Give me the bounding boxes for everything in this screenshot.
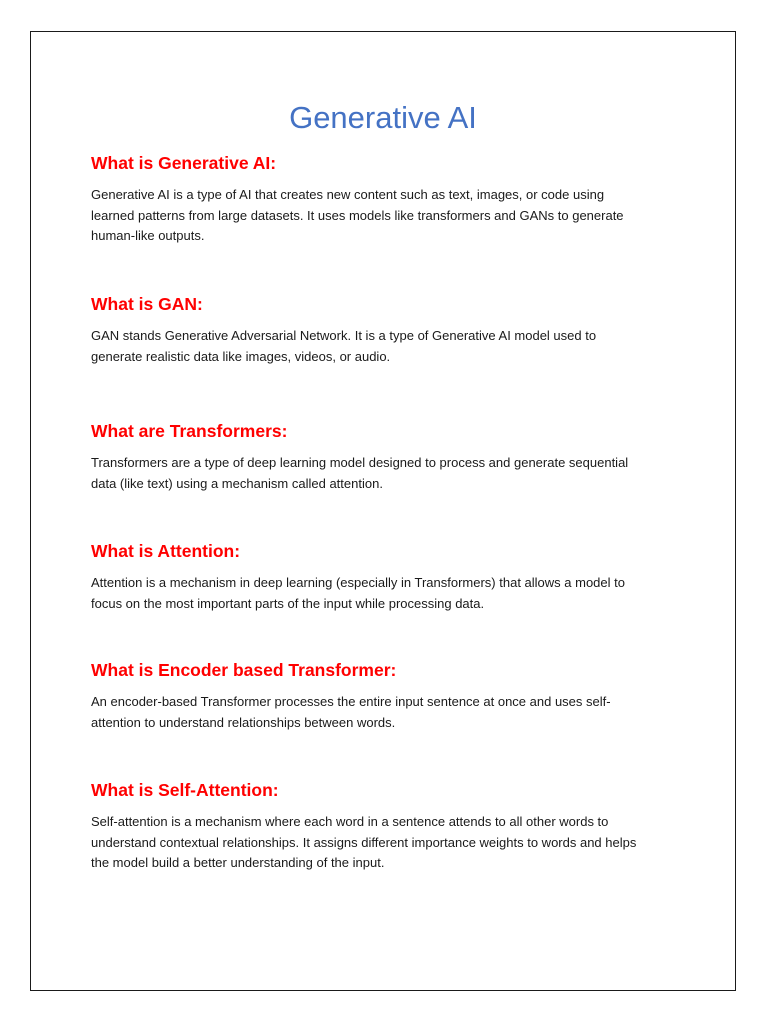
body-line: the model build a better understanding of the input. — [91, 855, 385, 870]
body-line: Generative AI is a type of AI that creates new content such as text, images, or code using — [91, 187, 605, 202]
body-line: Transformers are a type of deep learning model designed to process and generate sequential — [91, 455, 629, 470]
body-line: attention to understand relationships between words. — [91, 714, 396, 730]
section-transformers — [91, 419, 691, 494]
section-heading: What is Generative AI: — [91, 153, 277, 173]
body-line: data (like text) using a mechanism called attention. — [91, 475, 383, 491]
body-line: GAN stands Generative Adversarial Network. It is a type of Generative AI model used to — [91, 328, 597, 343]
body-line: generate realistic data like images, videos, or audio. — [91, 348, 391, 364]
section-body — [91, 453, 691, 494]
body-line: human-like outputs. — [91, 228, 205, 243]
section-gan — [91, 292, 691, 367]
section-body — [91, 326, 691, 367]
section-heading: What is Attention: — [91, 541, 241, 561]
document-title: Generative AI — [289, 100, 477, 135]
body-line: An encoder-based Transformer processes the entire input sentence at once and uses self- — [91, 694, 611, 709]
section-encoder-transformer — [91, 658, 691, 733]
section-heading: What are Transformers: — [91, 421, 288, 441]
body-line: understand contextual relationships. It assigns different importance weights to words and helps — [91, 834, 637, 850]
section-body — [91, 573, 691, 614]
section-heading: What is GAN: — [91, 294, 203, 314]
body-line: Self-attention is a mechanism where each word in a sentence attends to all other words to — [91, 814, 609, 829]
section-heading: What is Encoder based Transformer: — [91, 660, 397, 680]
section-self-attention — [91, 778, 691, 874]
body-line: learned patterns from large datasets. It uses models like transformers and GANs to generate — [91, 207, 624, 223]
body-line: focus on the most important parts of the input while processing data. — [91, 595, 485, 611]
document-page — [30, 31, 736, 991]
section-body — [91, 812, 691, 874]
section-body — [91, 692, 691, 733]
section-generative-ai — [91, 151, 691, 247]
body-line: Attention is a mechanism in deep learning (especially in Transformers) that allows a model to — [91, 575, 625, 590]
section-heading: What is Self-Attention: — [91, 780, 279, 800]
section-attention — [91, 539, 691, 614]
section-body — [91, 185, 691, 247]
